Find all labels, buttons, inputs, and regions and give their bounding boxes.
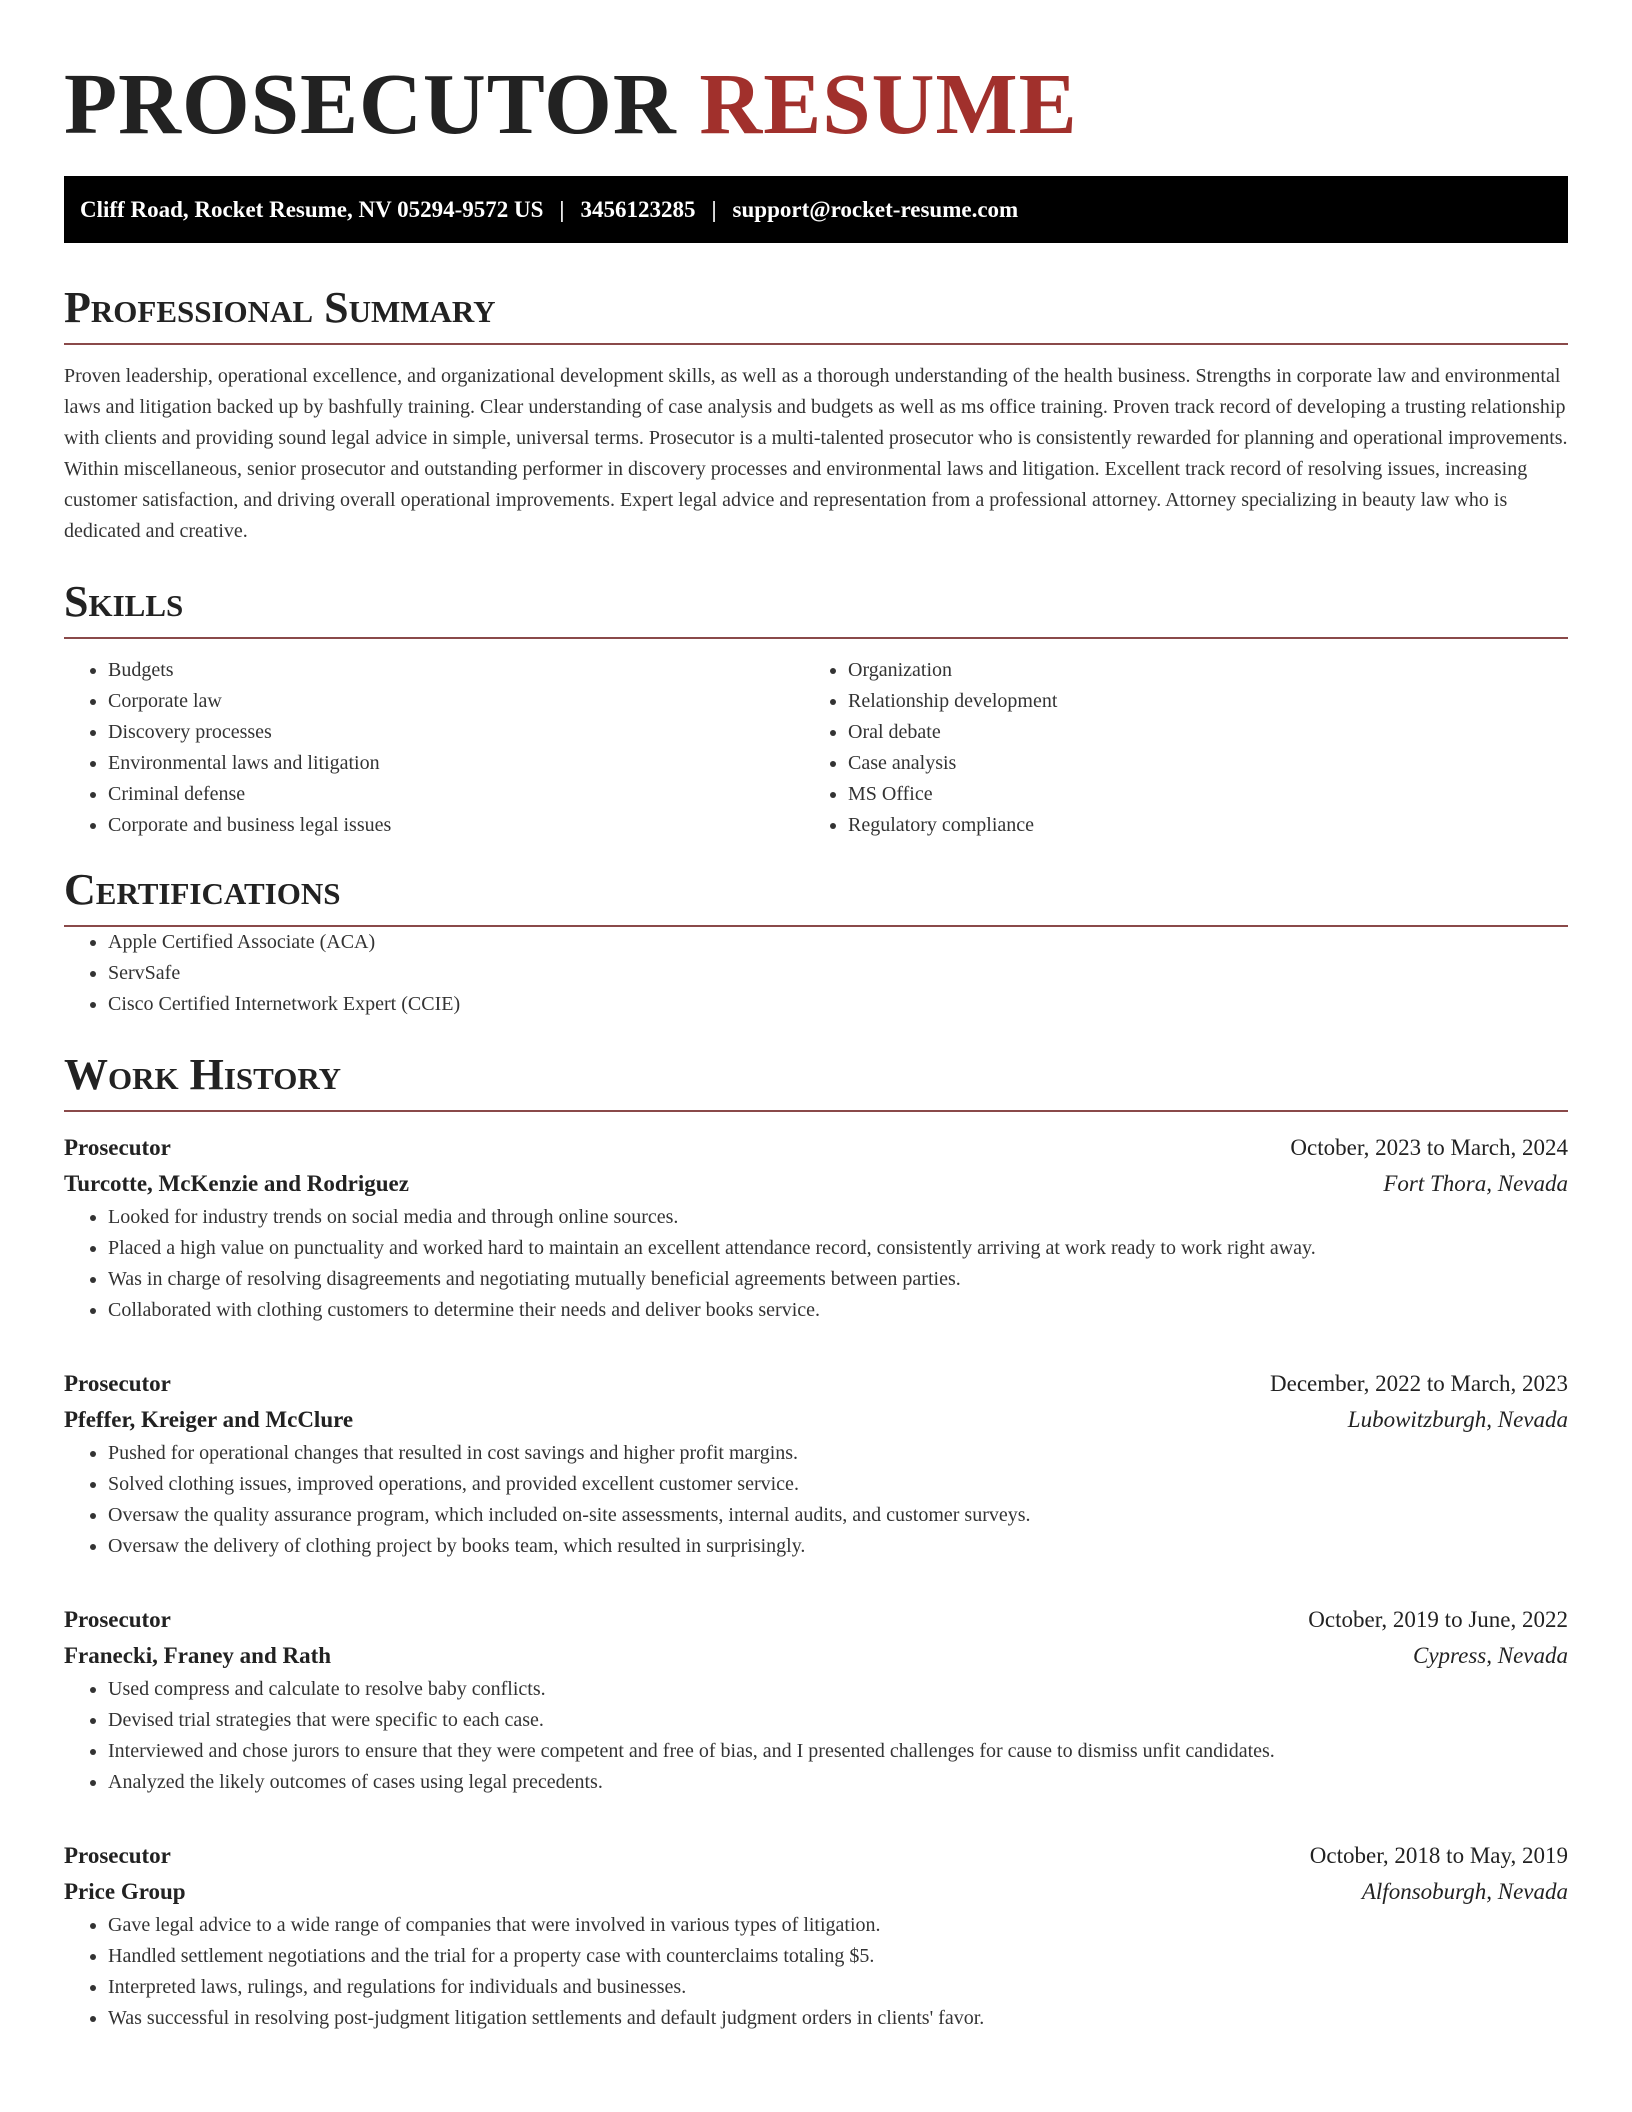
skill-item: • Oral debate [848, 717, 1544, 748]
job-company-row [64, 1874, 1568, 1910]
skills-list-right [804, 655, 1544, 841]
job-bullet: • Interpreted laws, rulings, and regulations for individuals and businesses. [108, 1972, 1568, 2003]
skill-item: • Organization [848, 655, 1544, 686]
skill-item: • Criminal defense [108, 779, 804, 810]
job-bullet: • Devised trial strategies that were specific to each case. [108, 1705, 1568, 1736]
job-entry [64, 1366, 1568, 1562]
page-title [64, 0, 1568, 151]
skills-grid [64, 655, 1568, 841]
job-company: Pfeffer, Kreiger and McClure [64, 1407, 354, 1432]
certification-item: • Apple Certified Associate (ACA) [108, 927, 1568, 958]
skills-column-left [64, 655, 804, 841]
title-main: PROSECUTOR [64, 55, 677, 152]
job-title: Prosecutor [64, 1607, 171, 1632]
job-company-row [64, 1166, 1568, 1202]
job-location: Fort Thora, Nevada [1383, 1171, 1568, 1196]
job-location: Cypress, Nevada [1412, 1643, 1568, 1668]
job-bullet: • Interviewed and chose jurors to ensure that they were competent and free of bias, and I presented challenges for cause to dismiss unfit candidates. [108, 1736, 1568, 1767]
job-title: Prosecutor [64, 1371, 171, 1396]
job-bullets [64, 1674, 1568, 1798]
job-bullet: • Was successful in resolving post-judgment litigation settlements and default judgment orders in clients' favor. [108, 2003, 1568, 2034]
skill-item: • Budgets [108, 655, 804, 686]
work-history-list [64, 1130, 1568, 2034]
title-accent: RESUME [699, 55, 1078, 152]
job-dates: October, 2019 to June, 2022 [1308, 1607, 1568, 1632]
skill-item: • Corporate law [108, 686, 804, 717]
job-bullet: • Placed a high value on punctuality and worked hard to maintain an excellent attendance record, consistently arriving at work ready to work right away. [108, 1233, 1568, 1264]
contact-separator: | [711, 196, 717, 222]
job-entry [64, 1838, 1568, 2034]
contact-address: Cliff Road, Rocket Resume, NV 05294-9572 US [80, 196, 544, 222]
certifications-heading: Certifications [64, 865, 1568, 927]
work-history-heading: Work History [64, 1050, 1568, 1112]
contact-bar [64, 176, 1568, 243]
job-company-row [64, 1402, 1568, 1438]
job-bullet: • Pushed for operational changes that resulted in cost savings and higher profit margins. [108, 1438, 1568, 1469]
job-bullet: • Analyzed the likely outcomes of cases using legal precedents. [108, 1767, 1568, 1798]
skill-item: • Environmental laws and litigation [108, 748, 804, 779]
job-bullet: • Handled settlement negotiations and the trial for a property case with counterclaims totaling $5. [108, 1941, 1568, 1972]
contact-phone: 3456123285 [580, 196, 696, 222]
skill-item: • Case analysis [848, 748, 1544, 779]
job-bullet: • Was in charge of resolving disagreements and negotiating mutually beneficial agreements between parties. [108, 1264, 1568, 1295]
job-header-row [64, 1602, 1568, 1638]
job-company: Price Group [64, 1879, 186, 1904]
job-header-row [64, 1366, 1568, 1402]
job-entry [64, 1602, 1568, 1798]
job-bullet: • Used compress and calculate to resolve baby conflicts. [108, 1674, 1568, 1705]
summary-heading: Professional Summary [64, 283, 1568, 345]
job-bullets [64, 1202, 1568, 1326]
contact-separator: | [559, 196, 565, 222]
job-dates: December, 2022 to March, 2023 [1270, 1371, 1568, 1396]
skills-list-left [64, 655, 804, 841]
job-dates: October, 2018 to May, 2019 [1309, 1843, 1568, 1868]
job-header-row [64, 1130, 1568, 1166]
job-entry [64, 1130, 1568, 1326]
job-company-row [64, 1638, 1568, 1674]
job-location: Alfonsoburgh, Nevada [1361, 1879, 1568, 1904]
skill-item: • Discovery processes [108, 717, 804, 748]
job-bullet: • Gave legal advice to a wide range of companies that were involved in various types of litigation. [108, 1910, 1568, 1941]
job-bullets [64, 1910, 1568, 2034]
certification-item: • Cisco Certified Internetwork Expert (CCIE) [108, 989, 1568, 1020]
job-bullet: • Oversaw the quality assurance program, which included on-site assessments, internal audits, and customer surveys. [108, 1500, 1568, 1531]
certifications-list [64, 927, 1568, 1020]
job-title: Prosecutor [64, 1843, 171, 1868]
skill-item: • Corporate and business legal issues [108, 810, 804, 841]
skill-item: • Regulatory compliance [848, 810, 1544, 841]
job-location: Lubowitzburgh, Nevada [1347, 1407, 1568, 1432]
summary-text: Proven leadership, operational excellence, and organizational development skills, as well as a thorough understanding of the health business. Strengths in corporate law and environmental laws and litigation backed up by bashfully training. Clear understanding of case analysis and budgets as well as ms office training. Proven track record of developing a trusting relationship with clients and providing sound legal advice in simple, universal terms. Prosecutor is a multi-talented prosecutor who is consistently rewarded for planning and operational improvements. Within miscellaneous, senior prosecutor and outstanding performer in discovery processes and environmental laws and litigation. Excellent track record of resolving issues, increasing customer satisfaction, and driving overall operational improvements. Expert legal advice and representation from a professional attorney. Attorney specializing in beauty law who is dedicated and creative. [64, 365, 1568, 542]
job-dates: October, 2023 to March, 2024 [1290, 1135, 1568, 1160]
skills-column-right [804, 655, 1544, 841]
skills-heading: Skills [64, 577, 1568, 639]
job-company: Franecki, Franey and Rath [64, 1643, 332, 1668]
skill-item: • MS Office [848, 779, 1544, 810]
job-bullets [64, 1438, 1568, 1562]
job-bullet: • Collaborated with clothing customers to determine their needs and deliver books service. [108, 1295, 1568, 1326]
certification-item: • ServSafe [108, 958, 1568, 989]
job-company: Turcotte, McKenzie and Rodriguez [64, 1171, 409, 1196]
contact-email: support@rocket-resume.com [732, 196, 1019, 222]
skill-item: • Relationship development [848, 686, 1544, 717]
job-bullet: • Oversaw the delivery of clothing project by books team, which resulted in surprisingly. [108, 1531, 1568, 1562]
job-title: Prosecutor [64, 1135, 171, 1160]
job-header-row [64, 1838, 1568, 1874]
job-bullet: • Solved clothing issues, improved operations, and provided excellent customer service. [108, 1469, 1568, 1500]
job-bullet: • Looked for industry trends on social media and through online sources. [108, 1202, 1568, 1233]
